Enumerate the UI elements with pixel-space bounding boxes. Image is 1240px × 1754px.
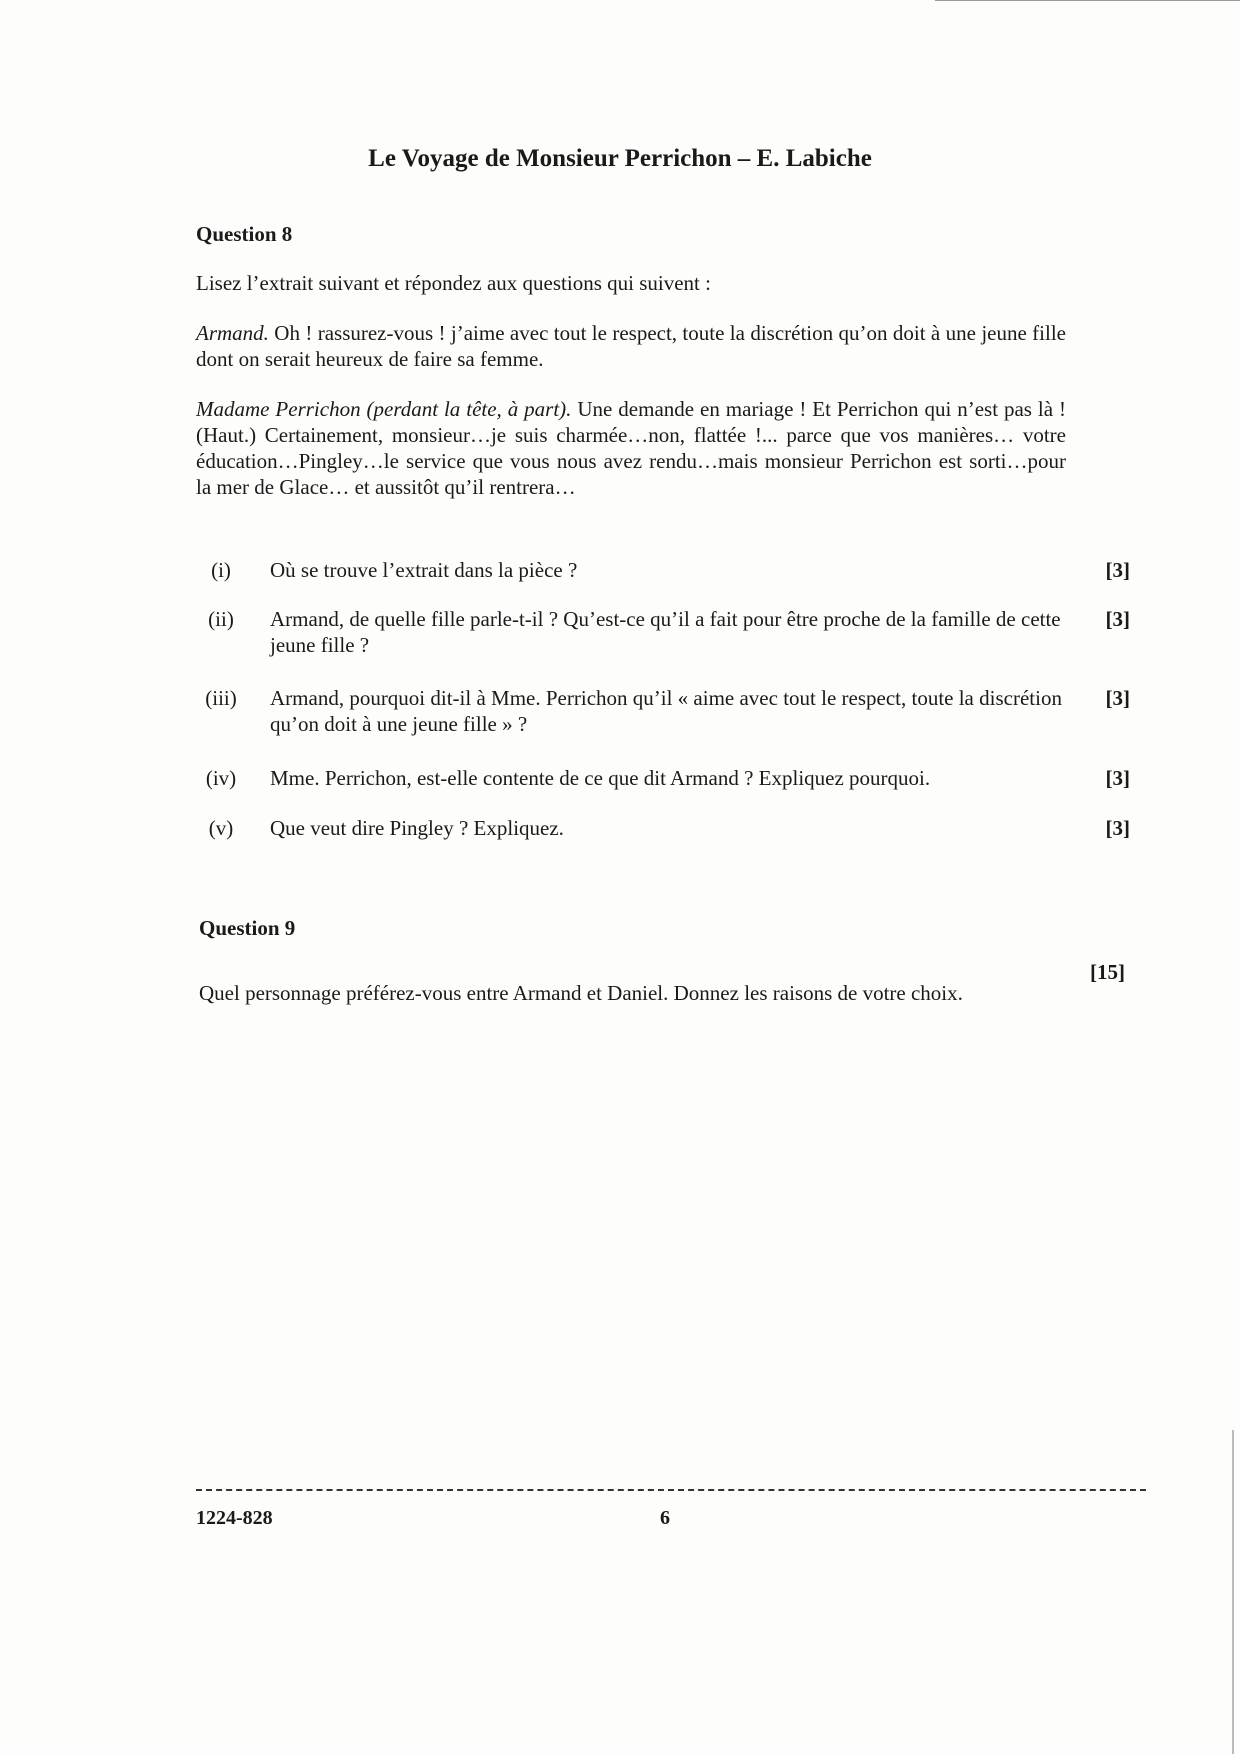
item-number: (iii) bbox=[205, 686, 237, 710]
speech-madame-perrichon bbox=[196, 396, 1066, 500]
question-9-text: Quel personnage préférez-vous entre Armand et Daniel. Donnez les raisons de votre choix. bbox=[199, 981, 963, 1005]
item-marks: [3] bbox=[1105, 816, 1130, 840]
item-marks: [3] bbox=[1105, 686, 1130, 710]
scan-edge-line bbox=[935, 0, 1240, 1]
item-marks: [3] bbox=[1105, 607, 1130, 631]
speaker-armand: Armand. bbox=[196, 321, 269, 345]
item-marks: [3] bbox=[1105, 766, 1130, 790]
item-number: (i) bbox=[211, 558, 231, 582]
speech-madame-perrichon-text: Une demande en mariage ! Et Perrichon qui n’est pas là ! (Haut.) Certainement, monsieur…je suis charmée…non, flattée !... parce que vos manières… votre éducation…Pingley…le service que vous nous avez rendu…mais monsieur Perrichon est sorti…pour la mer de Glace… et aussitôt qu’il rentrera… bbox=[196, 397, 1066, 499]
item-text: Où se trouve l’extrait dans la pièce ? bbox=[270, 558, 578, 582]
item-number: (v) bbox=[208, 816, 234, 840]
item-number: (ii) bbox=[208, 607, 234, 631]
question-8-heading: Question 8 bbox=[196, 222, 293, 246]
item-number: (iv) bbox=[205, 766, 237, 790]
speech-armand bbox=[196, 320, 1066, 372]
question-8-instruction: Lisez l’extrait suivant et répondez aux questions qui suivent : bbox=[196, 271, 711, 295]
item-text: Que veut dire Pingley ? Expliquez. bbox=[270, 816, 564, 840]
item-marks: [3] bbox=[1105, 558, 1130, 582]
page-number: 6 bbox=[660, 1507, 670, 1529]
footer-divider bbox=[196, 1489, 1146, 1491]
question-9-marks: [15] bbox=[1090, 960, 1125, 984]
speaker-madame-perrichon: Madame Perrichon (perdant la tête, à part). bbox=[196, 397, 572, 421]
speech-armand-text: Oh ! rassurez-vous ! j’aime avec tout le respect, toute la discrétion qu’on doit à une jeune fille dont on serait heureux de faire sa femme. bbox=[196, 321, 1066, 371]
paper-code: 1224-828 bbox=[196, 1507, 273, 1529]
item-text: Armand, pourquoi dit-il à Mme. Perrichon qu’il « aime avec tout le respect, toute la discrétion qu’on doit à une jeune fille » ? bbox=[270, 686, 1062, 736]
scan-edge-shadow bbox=[1232, 1430, 1234, 1754]
item-text: Armand, de quelle fille parle-t-il ? Qu’est-ce qu’il a fait pour être proche de la famille de cette jeune fille ? bbox=[270, 607, 1061, 657]
item-text: Mme. Perrichon, est-elle contente de ce que dit Armand ? Expliquez pourquoi. bbox=[270, 766, 931, 790]
page-title: Le Voyage de Monsieur Perrichon – E. Labiche bbox=[368, 145, 872, 172]
question-9-heading: Question 9 bbox=[199, 916, 296, 940]
